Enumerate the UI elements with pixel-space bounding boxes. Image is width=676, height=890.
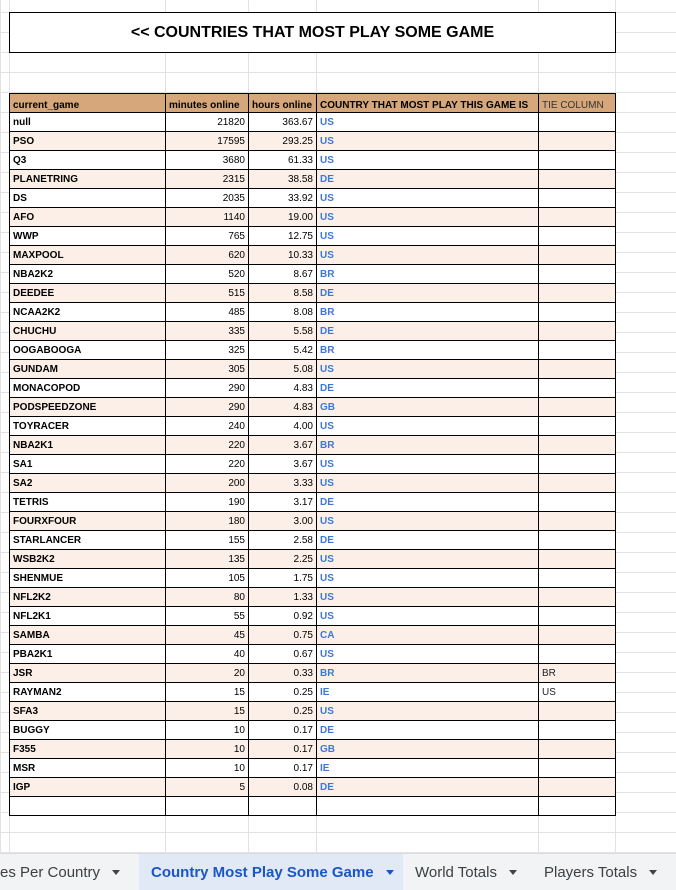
table-row: [10, 113, 616, 132]
cell-country[interactable]: US: [317, 113, 539, 132]
cell-hours-online[interactable]: 3.67: [249, 455, 317, 474]
cell-current-game[interactable]: SA2: [10, 474, 166, 493]
cell-country[interactable]: DE: [317, 778, 539, 797]
cell-current-game[interactable]: OOGABOOGA: [10, 341, 166, 360]
table-row: [10, 303, 616, 322]
table-row: [10, 417, 616, 436]
tab-country-most-play-some-game[interactable]: [139, 854, 403, 890]
cell-country[interactable]: US: [317, 417, 539, 436]
cell-current-game[interactable]: MSR: [10, 759, 166, 778]
table-row: [10, 151, 616, 170]
cell-current-game[interactable]: MONACOPOD: [10, 379, 166, 398]
cell-minutes-online[interactable]: 10: [166, 759, 249, 778]
table-row: [10, 778, 616, 797]
table-row: [10, 721, 616, 740]
cell-minutes-online[interactable]: 290: [166, 379, 249, 398]
cell-tie[interactable]: [539, 550, 616, 569]
header-current-game[interactable]: current_game: [10, 94, 166, 113]
cell-country[interactable]: DE: [317, 170, 539, 189]
cell-minutes-online[interactable]: 80: [166, 588, 249, 607]
cell-hours-online[interactable]: [249, 797, 317, 816]
table-row: [10, 474, 616, 493]
cell-country[interactable]: US: [317, 512, 539, 531]
cell-tie[interactable]: [539, 341, 616, 360]
table-row: [10, 455, 616, 474]
cell-hours-online[interactable]: 363.67: [249, 113, 317, 132]
cell-tie[interactable]: [539, 759, 616, 778]
cell-tie[interactable]: [539, 208, 616, 227]
cell-minutes-online[interactable]: 40: [166, 645, 249, 664]
cell-country[interactable]: US: [317, 607, 539, 626]
cell-country[interactable]: IE: [317, 683, 539, 702]
cell-country[interactable]: US: [317, 455, 539, 474]
cell-country[interactable]: US: [317, 132, 539, 151]
cell-tie[interactable]: [539, 189, 616, 208]
tab-label: Country Most Play Some Game: [151, 863, 374, 881]
table-row: [10, 493, 616, 512]
cell-minutes-online[interactable]: 20: [166, 664, 249, 683]
cell-tie[interactable]: [539, 512, 616, 531]
cell-hours-online[interactable]: 3.00: [249, 512, 317, 531]
table-row: [10, 664, 616, 683]
cell-tie[interactable]: [539, 607, 616, 626]
cell-minutes-online[interactable]: 200: [166, 474, 249, 493]
cell-current-game[interactable]: DEEDEE: [10, 284, 166, 303]
cell-current-game[interactable]: WWP: [10, 227, 166, 246]
cell-current-game[interactable]: SHENMUE: [10, 569, 166, 588]
cell-hours-online[interactable]: 38.58: [249, 170, 317, 189]
cell-minutes-online[interactable]: 155: [166, 531, 249, 550]
table-row: [10, 569, 616, 588]
cell-country[interactable]: US: [317, 208, 539, 227]
cell-current-game[interactable]: FOURXFOUR: [10, 512, 166, 531]
cell-tie[interactable]: [539, 645, 616, 664]
cell-hours-online[interactable]: 0.92: [249, 607, 317, 626]
cell-current-game[interactable]: NFL2K1: [10, 607, 166, 626]
table-row: [10, 379, 616, 398]
cell-hours-online[interactable]: 0.17: [249, 759, 317, 778]
table-row: [10, 246, 616, 265]
cell-tie[interactable]: [539, 322, 616, 341]
table-row: [10, 189, 616, 208]
table-row: [10, 360, 616, 379]
table-row: [10, 436, 616, 455]
cell-hours-online[interactable]: 8.08: [249, 303, 317, 322]
cell-minutes-online[interactable]: 335: [166, 322, 249, 341]
cell-country[interactable]: US: [317, 588, 539, 607]
cell-minutes-online[interactable]: 520: [166, 265, 249, 284]
table-row: [10, 797, 616, 816]
cell-tie[interactable]: [539, 531, 616, 550]
cell-minutes-online[interactable]: [166, 797, 249, 816]
cell-tie[interactable]: [539, 265, 616, 284]
table-row: [10, 208, 616, 227]
cell-minutes-online[interactable]: 21820: [166, 113, 249, 132]
cell-country[interactable]: DE: [317, 531, 539, 550]
cell-current-game[interactable]: PBA2K1: [10, 645, 166, 664]
cell-tie[interactable]: [539, 721, 616, 740]
cell-country[interactable]: DE: [317, 322, 539, 341]
cell-hours-online[interactable]: 0.08: [249, 778, 317, 797]
cell-current-game[interactable]: JSR: [10, 664, 166, 683]
tab-label: World Totals: [415, 863, 497, 881]
table-row: [10, 550, 616, 569]
cell-tie[interactable]: [539, 398, 616, 417]
cell-minutes-online[interactable]: 620: [166, 246, 249, 265]
cell-country[interactable]: US: [317, 360, 539, 379]
cell-current-game[interactable]: NFL2K2: [10, 588, 166, 607]
cell-tie[interactable]: [539, 436, 616, 455]
tab-games-per-country[interactable]: [0, 854, 138, 890]
cell-hours-online[interactable]: 4.83: [249, 398, 317, 417]
table-row: [10, 227, 616, 246]
cell-country[interactable]: DE: [317, 721, 539, 740]
cell-country[interactable]: BR: [317, 265, 539, 284]
cell-minutes-online[interactable]: 290: [166, 398, 249, 417]
chevron-down-icon[interactable]: [112, 870, 120, 875]
cell-current-game[interactable]: NBA2K2: [10, 265, 166, 284]
cell-minutes-online[interactable]: 10: [166, 721, 249, 740]
cell-current-game[interactable]: RAYMAN2: [10, 683, 166, 702]
cell-current-game[interactable]: MAXPOOL: [10, 246, 166, 265]
cell-current-game[interactable]: [10, 797, 166, 816]
table-row: [10, 607, 616, 626]
cell-country[interactable]: GB: [317, 740, 539, 759]
cell-hours-online[interactable]: 19.00: [249, 208, 317, 227]
cell-current-game[interactable]: DS: [10, 189, 166, 208]
table-row: [10, 398, 616, 417]
cell-current-game[interactable]: SAMBA: [10, 626, 166, 645]
cell-current-game[interactable]: SA1: [10, 455, 166, 474]
table-row: [10, 740, 616, 759]
cell-hours-online[interactable]: 3.17: [249, 493, 317, 512]
tab-world-totals[interactable]: [415, 854, 517, 890]
cell-country[interactable]: US: [317, 569, 539, 588]
cell-current-game[interactable]: GUNDAM: [10, 360, 166, 379]
cell-tie[interactable]: [539, 284, 616, 303]
cell-tie[interactable]: [539, 417, 616, 436]
cell-country[interactable]: IE: [317, 759, 539, 778]
cell-hours-online[interactable]: 5.42: [249, 341, 317, 360]
table-row: [10, 512, 616, 531]
cell-minutes-online[interactable]: 2035: [166, 189, 249, 208]
cell-country[interactable]: US: [317, 474, 539, 493]
cell-tie[interactable]: US: [539, 683, 616, 702]
cell-hours-online[interactable]: 33.92: [249, 189, 317, 208]
cell-tie[interactable]: [539, 303, 616, 322]
cell-minutes-online[interactable]: 10: [166, 740, 249, 759]
table-row: [10, 702, 616, 721]
sheet-title[interactable]: << COUNTRIES THAT MOST PLAY SOME GAME: [9, 12, 616, 53]
cell-tie[interactable]: [539, 360, 616, 379]
cell-minutes-online[interactable]: 105: [166, 569, 249, 588]
cell-hours-online[interactable]: 1.33: [249, 588, 317, 607]
cell-country[interactable]: US: [317, 550, 539, 569]
cell-hours-online[interactable]: 3.67: [249, 436, 317, 455]
sheet-tab-bar: [0, 853, 676, 890]
tab-players-totals[interactable]: [544, 854, 657, 890]
cell-hours-online[interactable]: 0.17: [249, 721, 317, 740]
cell-hours-online[interactable]: 0.17: [249, 740, 317, 759]
cell-tie[interactable]: [539, 455, 616, 474]
header-tie-column[interactable]: TIE COLUMN: [539, 94, 616, 113]
cell-minutes-online[interactable]: 190: [166, 493, 249, 512]
cell-current-game[interactable]: null: [10, 113, 166, 132]
cell-hours-online[interactable]: 5.08: [249, 360, 317, 379]
cell-hours-online[interactable]: 0.25: [249, 683, 317, 702]
cell-hours-online[interactable]: 0.33: [249, 664, 317, 683]
cell-country[interactable]: US: [317, 227, 539, 246]
header-hours-online[interactable]: hours online: [249, 94, 317, 113]
table-row: [10, 322, 616, 341]
cell-current-game[interactable]: NBA2K1: [10, 436, 166, 455]
cell-tie[interactable]: [539, 740, 616, 759]
cell-current-game[interactable]: WSB2K2: [10, 550, 166, 569]
table-row: [10, 531, 616, 550]
cell-minutes-online[interactable]: 180: [166, 512, 249, 531]
cell-country[interactable]: US: [317, 151, 539, 170]
cell-tie[interactable]: [539, 246, 616, 265]
cell-hours-online[interactable]: 4.83: [249, 379, 317, 398]
cell-country[interactable]: DE: [317, 493, 539, 512]
cell-minutes-online[interactable]: 1140: [166, 208, 249, 227]
cell-hours-online[interactable]: 8.67: [249, 265, 317, 284]
cell-current-game[interactable]: TETRIS: [10, 493, 166, 512]
cell-current-game[interactable]: AFO: [10, 208, 166, 227]
cell-hours-online[interactable]: 5.58: [249, 322, 317, 341]
cell-country[interactable]: US: [317, 702, 539, 721]
cell-hours-online[interactable]: 0.75: [249, 626, 317, 645]
cell-country[interactable]: GB: [317, 398, 539, 417]
cell-country[interactable]: DE: [317, 284, 539, 303]
table-row: [10, 626, 616, 645]
cell-tie[interactable]: [539, 132, 616, 151]
cell-current-game[interactable]: STARLANCER: [10, 531, 166, 550]
cell-minutes-online[interactable]: 765: [166, 227, 249, 246]
cell-hours-online[interactable]: 2.58: [249, 531, 317, 550]
table-row: [10, 284, 616, 303]
cell-tie[interactable]: [539, 493, 616, 512]
table-row: [10, 759, 616, 778]
cell-tie[interactable]: [539, 113, 616, 132]
cell-country[interactable]: US: [317, 189, 539, 208]
cell-tie[interactable]: [539, 588, 616, 607]
cell-minutes-online[interactable]: 2315: [166, 170, 249, 189]
cell-current-game[interactable]: IGP: [10, 778, 166, 797]
chevron-down-icon[interactable]: [649, 870, 657, 875]
cell-minutes-online[interactable]: 15: [166, 702, 249, 721]
cell-hours-online[interactable]: 10.33: [249, 246, 317, 265]
cell-tie[interactable]: [539, 474, 616, 493]
cell-country[interactable]: BR: [317, 664, 539, 683]
cell-minutes-online[interactable]: 220: [166, 436, 249, 455]
cell-tie[interactable]: BR: [539, 664, 616, 683]
cell-current-game[interactable]: TOYRACER: [10, 417, 166, 436]
cell-tie[interactable]: [539, 379, 616, 398]
cell-minutes-online[interactable]: 220: [166, 455, 249, 474]
cell-tie[interactable]: [539, 170, 616, 189]
cell-minutes-online[interactable]: 55: [166, 607, 249, 626]
cell-tie[interactable]: [539, 702, 616, 721]
cell-tie[interactable]: [539, 626, 616, 645]
cell-tie[interactable]: [539, 778, 616, 797]
tab-label: es Per Country: [0, 863, 101, 881]
table-row: [10, 341, 616, 360]
cell-country[interactable]: BR: [317, 303, 539, 322]
cell-minutes-online[interactable]: 240: [166, 417, 249, 436]
chevron-down-icon[interactable]: [386, 870, 394, 875]
games-table: [9, 93, 616, 816]
cell-tie[interactable]: [539, 227, 616, 246]
table-row: [10, 170, 616, 189]
header-row: [10, 94, 616, 113]
cell-country[interactable]: CA: [317, 626, 539, 645]
cell-country[interactable]: US: [317, 645, 539, 664]
cell-country[interactable]: BR: [317, 436, 539, 455]
cell-hours-online[interactable]: 3.33: [249, 474, 317, 493]
table-row: [10, 588, 616, 607]
cell-minutes-online[interactable]: 45: [166, 626, 249, 645]
cell-minutes-online[interactable]: 5: [166, 778, 249, 797]
cell-minutes-online[interactable]: 15: [166, 683, 249, 702]
cell-minutes-online[interactable]: 485: [166, 303, 249, 322]
cell-hours-online[interactable]: 61.33: [249, 151, 317, 170]
cell-minutes-online[interactable]: 325: [166, 341, 249, 360]
cell-current-game[interactable]: SFA3: [10, 702, 166, 721]
cell-hours-online[interactable]: 0.67: [249, 645, 317, 664]
cell-current-game[interactable]: PLANETRING: [10, 170, 166, 189]
header-country[interactable]: COUNTRY THAT MOST PLAY THIS GAME IS: [317, 94, 539, 113]
tab-label: Players Totals: [544, 863, 638, 881]
cell-current-game[interactable]: PSO: [10, 132, 166, 151]
table-row: [10, 132, 616, 151]
cell-current-game[interactable]: PODSPEEDZONE: [10, 398, 166, 417]
chevron-down-icon[interactable]: [509, 870, 517, 875]
cell-minutes-online[interactable]: 135: [166, 550, 249, 569]
cell-current-game[interactable]: F355: [10, 740, 166, 759]
cell-hours-online[interactable]: 4.00: [249, 417, 317, 436]
cell-hours-online[interactable]: 0.25: [249, 702, 317, 721]
cell-hours-online[interactable]: 293.25: [249, 132, 317, 151]
table-row: [10, 265, 616, 284]
cell-tie[interactable]: [539, 151, 616, 170]
cell-country[interactable]: BR: [317, 341, 539, 360]
table-row: [10, 645, 616, 664]
cell-hours-online[interactable]: 8.58: [249, 284, 317, 303]
cell-minutes-online[interactable]: 3680: [166, 151, 249, 170]
cell-current-game[interactable]: CHUCHU: [10, 322, 166, 341]
cell-tie[interactable]: [539, 797, 616, 816]
cell-minutes-online[interactable]: 305: [166, 360, 249, 379]
cell-minutes-online[interactable]: 515: [166, 284, 249, 303]
table-row: [10, 683, 616, 702]
cell-country[interactable]: [317, 797, 539, 816]
cell-country[interactable]: US: [317, 246, 539, 265]
cell-minutes-online[interactable]: 17595: [166, 132, 249, 151]
cell-hours-online[interactable]: 12.75: [249, 227, 317, 246]
cell-current-game[interactable]: NCAA2K2: [10, 303, 166, 322]
cell-hours-online[interactable]: 2.25: [249, 550, 317, 569]
cell-current-game[interactable]: Q3: [10, 151, 166, 170]
cell-hours-online[interactable]: 1.75: [249, 569, 317, 588]
cell-country[interactable]: DE: [317, 379, 539, 398]
cell-tie[interactable]: [539, 569, 616, 588]
header-minutes-online[interactable]: minutes online: [166, 94, 249, 113]
cell-current-game[interactable]: BUGGY: [10, 721, 166, 740]
